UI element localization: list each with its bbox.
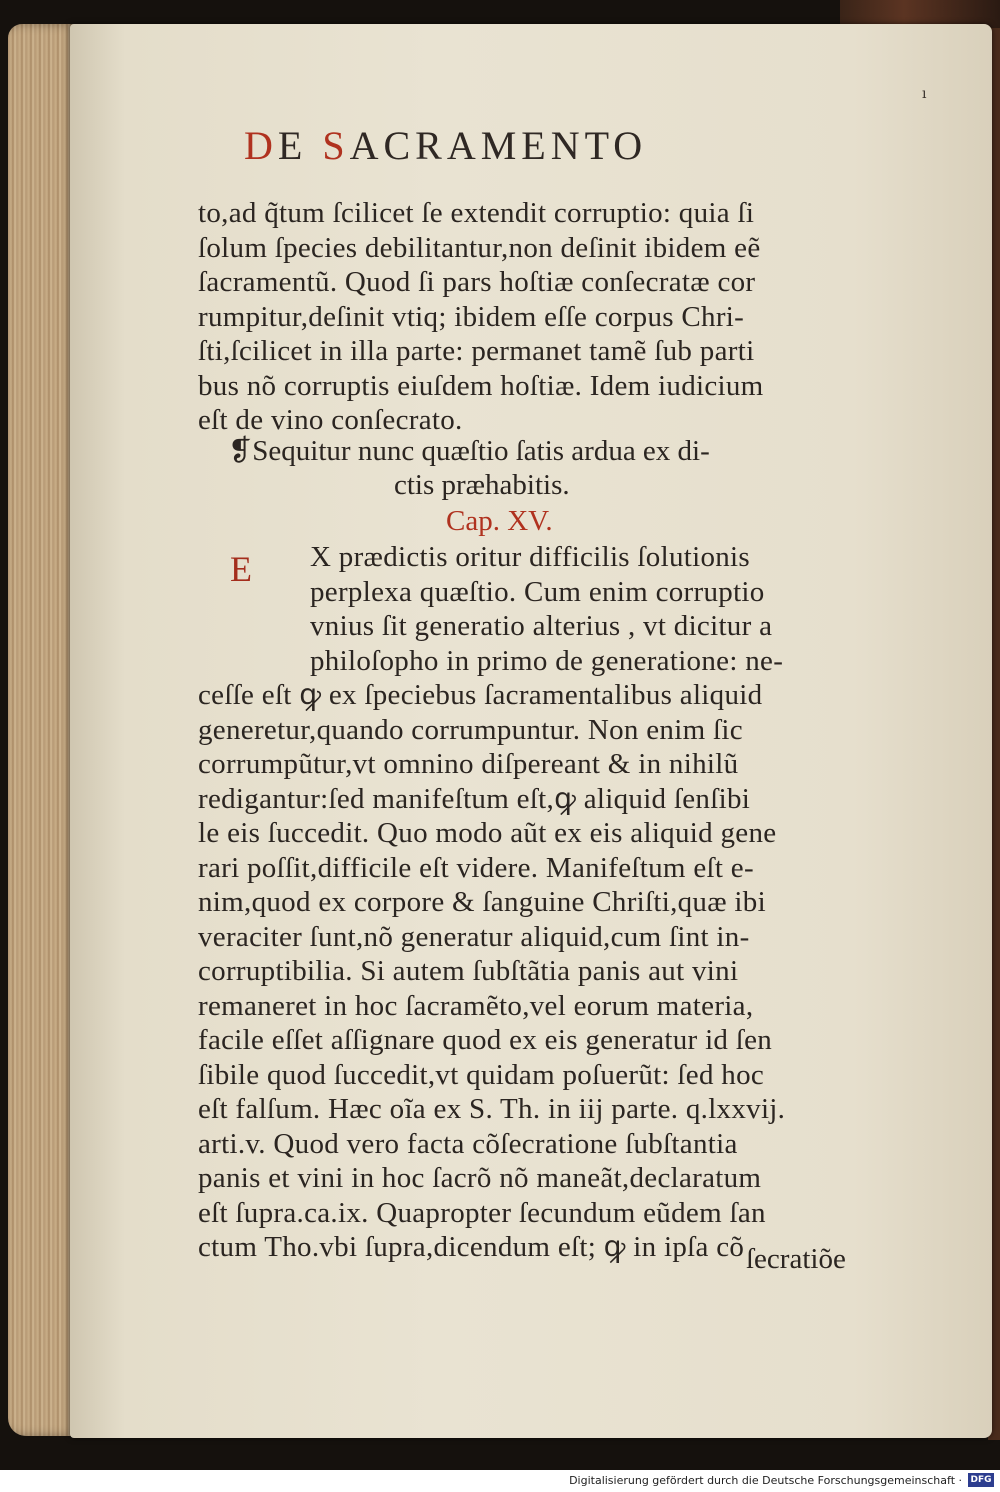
rubric-line-2: [394, 468, 570, 502]
text-line-c-10: remaneret in hoc ſacramẽto,vel eorum materia,: [198, 989, 754, 1022]
chapter-text: Cap. XV.: [446, 505, 553, 537]
text-line-a-2: ſolum ſpecies debilitantur,non deſinit ibidem eẽ: [198, 231, 761, 264]
text-line-c-6: rari poſſit,difficile eſt videre. Manifeſtum eſt e-: [198, 851, 754, 884]
chapter-initial: E: [230, 549, 252, 589]
text-line-b-1: X prædictis oritur difficilis ſolutionis: [310, 541, 751, 573]
text-line-c-4: redigantur:ſed manifeſtum eſt,ꝙ aliquid ſenſibi: [198, 782, 751, 815]
text-line-c-12: ſibile quod ſuccedit,vt quidam poſuerũt: ſed hoc: [198, 1058, 765, 1091]
rubric-line-1: [228, 434, 710, 468]
rubric-text-2: ctis præhabitis.: [394, 469, 570, 501]
text-line-c-16: eſt ſupra.ca.ix. Quapropter ſecundum eũdem ſan: [198, 1196, 766, 1229]
text-line-a-3: ſacramentũ. Quod ſi pars hoſtiæ conſecratæ cor: [198, 266, 756, 298]
text-line-b-4: philoſopho in primo de generatione: ne-: [310, 644, 784, 677]
text-line-c-3: corrumpũtur,vt omnino diſpereant & in nihilũ: [198, 748, 739, 780]
text-line-c-5: le eis ſuccedit. Quo modo aũt ex eis aliquid gene: [198, 817, 777, 849]
text-line-c-1: ceſſe eſt ꝙ ex ſpeciebus ſacramentalibus aliquid: [198, 679, 763, 711]
book-page: [70, 24, 992, 1438]
text-line-c-15: panis et vini in hoc ſacrõ nõ maneãt,declaratum: [198, 1162, 762, 1194]
text-line-a-6: bus nõ corruptis eiuſdem hoſtiæ. Idem iudicium: [198, 369, 764, 402]
catchword-text: ſecratiõe: [746, 1243, 846, 1275]
text-line-c-7: nim,quod ex corpore & ſanguine Chriſti,quæ ibi: [198, 886, 766, 918]
dfg-logo-icon: DFG: [968, 1473, 994, 1487]
text-line-a-1: to,ad q̃tum ſcilicet ſe extendit corruptio: quia ſi: [198, 197, 755, 229]
text-line-c-14: arti.v. Quod vero facta cõſecratione ſubſtantia: [198, 1127, 738, 1160]
chapter-heading: [446, 504, 553, 538]
text-line-a-5: ſti,ſcilicet in illa parte: permanet tamẽ ſub parti: [198, 335, 755, 367]
catchword: [746, 1242, 846, 1276]
text-line-c-13: eſt falſum. Hæc oĩa ex S. Th. in iij parte. q.lxxvij.: [198, 1093, 786, 1125]
text-line-c-9: corruptibilia. Si autem ſubſtãtia panis aut vini: [198, 955, 739, 987]
header-rest: ACRAMENTO: [349, 123, 648, 168]
text-line-b-3: vnius ſit generatio alterius , vt dicitur a: [310, 610, 773, 642]
text-line-c-8: veraciter ſunt,nõ generatur aliquid,cum ſint in-: [198, 920, 750, 953]
text-line-b-2: perplexa quæſtio. Cum enim corruptio: [310, 575, 765, 608]
running-header: [244, 122, 647, 169]
text-line-a-7: eſt de vino conſecrato.: [198, 404, 463, 436]
book-fore-edge: [8, 24, 78, 1436]
header-initial-d: D: [244, 123, 278, 168]
rubric-text-1: ❡Sequitur nunc quæſtio ſatis ardua ex di-: [228, 435, 710, 467]
page-mark: ı: [922, 86, 927, 102]
footer-credit: Digitalisierung gefördert durch die Deutsche Forschungsgemeinschaft ·: [569, 1474, 962, 1487]
digitization-footer: [0, 1470, 1000, 1492]
text-line-c-11: facile eſſet aſſignare quod ex eis generatur id ſen: [198, 1024, 773, 1056]
text-line-c-2: generetur,quando corrumpuntur. Non enim ſic: [198, 713, 743, 746]
text-line-a-4: rumpitur,deſinit vtiq; ibidem eſſe corpus Chri-: [198, 300, 745, 333]
header-initial-s: S: [322, 123, 350, 168]
header-e: E: [277, 123, 323, 168]
text-line-c-17: ctum Tho.vbi ſupra,dicendum eſt; ꝙ in ipſa cõ: [198, 1231, 745, 1263]
